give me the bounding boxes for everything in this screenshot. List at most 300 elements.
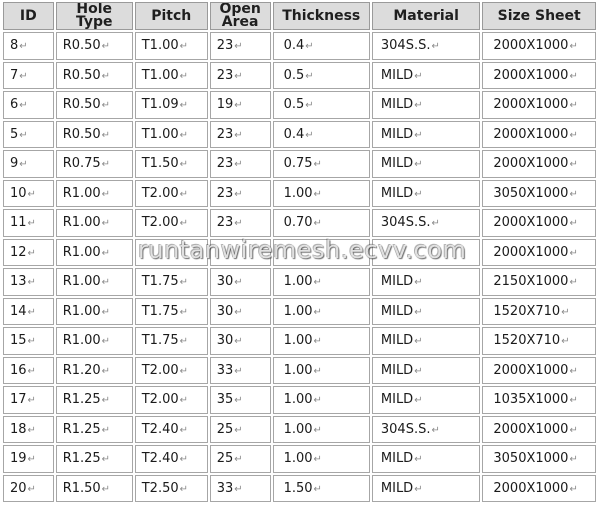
return-mark-icon: ↵ (27, 188, 36, 200)
table-row (3, 209, 596, 237)
cell-open-area (210, 298, 271, 326)
return-mark-icon: ↵ (305, 129, 314, 141)
return-mark-icon: ↵ (19, 100, 28, 112)
cell-hole-type (56, 475, 133, 503)
cell-pitch (135, 327, 208, 355)
cell-hole-type-value: R1.25 (62, 421, 101, 437)
cell-pitch-value: T1.09 (141, 97, 179, 113)
cell-size-sheet (482, 239, 596, 267)
cell-id-value: 14 (10, 303, 27, 319)
cell-pitch-value: T2.00 (141, 362, 179, 378)
table-row (3, 239, 596, 267)
cell-hole-type-value: R0.50 (62, 97, 101, 113)
cell-open-area-value: 30 (216, 274, 234, 290)
cell-thickness-value: 1.00 (283, 185, 313, 201)
cell-material-value: MILD (380, 303, 414, 319)
return-mark-icon: ↵ (414, 365, 423, 377)
cell-material-value: MILD (380, 451, 414, 467)
cell-hole-type-value: R1.25 (62, 451, 101, 467)
cell-size-sheet-value: 2150X1000 (493, 274, 569, 290)
return-mark-icon: ↵ (414, 188, 423, 200)
return-mark-icon: ↵ (101, 41, 111, 53)
return-mark-icon: ↵ (569, 70, 578, 82)
cell-pitch-value: T2.00 (141, 215, 179, 231)
cell-size-sheet (482, 298, 596, 326)
cell-hole-type-value: R0.75 (62, 156, 101, 172)
cell-hole-type (56, 298, 133, 326)
cell-hole-type-value: R1.50 (62, 480, 101, 496)
cell-thickness-value: 1.00 (283, 303, 313, 319)
return-mark-icon: ↵ (431, 424, 440, 436)
cell-size-sheet (482, 386, 596, 414)
cell-material-value: MILD (380, 333, 414, 349)
cell-pitch (135, 32, 208, 60)
return-mark-icon: ↵ (414, 70, 423, 82)
return-mark-icon: ↵ (569, 41, 578, 53)
cell-size-sheet-value: 1520X710 (493, 303, 561, 319)
cell-thickness-value: 1.00 (283, 451, 313, 467)
return-mark-icon: ↵ (569, 247, 578, 259)
cell-open-area-value: 23 (216, 156, 234, 172)
return-mark-icon: ↵ (27, 218, 36, 230)
cell-open-area-value: 23 (216, 38, 234, 54)
cell-pitch (135, 298, 208, 326)
cell-material-value: MILD (380, 392, 414, 408)
return-mark-icon: ↵ (179, 218, 189, 230)
cell-material-value: MILD (380, 156, 414, 172)
return-mark-icon: ↵ (414, 159, 423, 171)
cell-open-area-value: 30 (216, 303, 234, 319)
cell-size-sheet (482, 327, 596, 355)
return-mark-icon: ↵ (179, 365, 189, 377)
cell-size-sheet-value: 2000X1000 (493, 67, 569, 83)
cell-id (3, 475, 54, 503)
cell-material (372, 268, 480, 296)
table-row (3, 91, 596, 119)
cell-id-value: 5 (10, 126, 19, 142)
cell-hole-type (56, 327, 133, 355)
return-mark-icon: ↵ (313, 365, 322, 377)
cell-hole-type-value: R0.50 (62, 126, 101, 142)
cell-pitch (135, 91, 208, 119)
cell-pitch-value: T1.50 (141, 156, 179, 172)
cell-id (3, 298, 54, 326)
cell-thickness (273, 150, 370, 178)
cell-material-value: MILD (380, 274, 414, 290)
return-mark-icon: ↵ (313, 336, 322, 348)
cell-hole-type (56, 357, 133, 385)
header-material: Material (372, 2, 480, 30)
return-mark-icon: ↵ (234, 218, 243, 230)
header-hole-type (56, 2, 133, 30)
return-mark-icon: ↵ (569, 395, 578, 407)
cell-open-area-value: 25 (216, 421, 234, 437)
cell-pitch (135, 416, 208, 444)
return-mark-icon: ↵ (179, 129, 189, 141)
cell-thickness (273, 327, 370, 355)
cell-material-value: MILD (380, 67, 414, 83)
return-mark-icon: ↵ (101, 483, 111, 495)
cell-thickness-value: 0.70 (283, 215, 313, 231)
cell-hole-type (56, 121, 133, 149)
cell-thickness-value: 0.75 (283, 156, 313, 172)
table-row (3, 150, 596, 178)
cell-id (3, 445, 54, 473)
cell-open-area (210, 32, 271, 60)
cell-open-area (210, 416, 271, 444)
cell-size-sheet (482, 357, 596, 385)
cell-id (3, 180, 54, 208)
cell-id-value: 7 (10, 67, 19, 83)
cell-pitch (135, 180, 208, 208)
return-mark-icon: ↵ (414, 395, 423, 407)
cell-open-area-value: 23 (216, 215, 234, 231)
cell-hole-type (56, 209, 133, 237)
cell-size-sheet (482, 62, 596, 90)
cell-id-value: 16 (10, 362, 27, 378)
cell-size-sheet (482, 475, 596, 503)
cell-hole-type (56, 62, 133, 90)
return-mark-icon: ↵ (179, 277, 189, 289)
cell-id (3, 327, 54, 355)
return-mark-icon: ↵ (313, 424, 322, 436)
cell-material (372, 357, 480, 385)
cell-id-value: 6 (10, 97, 19, 113)
cell-open-area (210, 475, 271, 503)
cell-hole-type-value: R1.00 (62, 303, 101, 319)
cell-open-area (210, 445, 271, 473)
cell-thickness (273, 416, 370, 444)
header-hole-type-label: Hole Type (75, 2, 113, 30)
cell-open-area-value: 33 (216, 480, 234, 496)
return-mark-icon: ↵ (414, 336, 423, 348)
cell-pitch (135, 121, 208, 149)
cell-material-value: 304S.S. (380, 421, 431, 437)
cell-pitch-value: T1.75 (141, 333, 179, 349)
return-mark-icon: ↵ (569, 365, 578, 377)
return-mark-icon: ↵ (19, 70, 28, 82)
cell-material (372, 180, 480, 208)
table-row (3, 475, 596, 503)
return-mark-icon: ↵ (27, 424, 36, 436)
return-mark-icon: ↵ (101, 336, 111, 348)
return-mark-icon: ↵ (569, 483, 578, 495)
return-mark-icon: ↵ (101, 129, 111, 141)
return-mark-icon: ↵ (414, 306, 423, 318)
cell-pitch-value: T1.75 (141, 274, 179, 290)
return-mark-icon: ↵ (234, 365, 243, 377)
cell-thickness-value: 1.00 (283, 333, 313, 349)
cell-hole-type (56, 445, 133, 473)
cell-id-value: 17 (10, 392, 27, 408)
return-mark-icon: ↵ (234, 159, 243, 171)
cell-pitch (135, 150, 208, 178)
cell-size-sheet-value: 2000X1000 (493, 126, 569, 142)
table-row (3, 416, 596, 444)
cell-thickness-value: 1.00 (283, 421, 313, 437)
table-row (3, 327, 596, 355)
cell-material (372, 416, 480, 444)
header-thickness: Thickness (273, 2, 370, 30)
return-mark-icon: ↵ (313, 188, 322, 200)
return-mark-icon: ↵ (234, 277, 243, 289)
table-row (3, 62, 596, 90)
return-mark-icon: ↵ (101, 159, 111, 171)
return-mark-icon: ↵ (234, 424, 243, 436)
return-mark-icon: ↵ (414, 129, 423, 141)
cell-open-area (210, 239, 271, 267)
cell-material (372, 121, 480, 149)
cell-id-value: 20 (10, 480, 27, 496)
return-mark-icon: ↵ (101, 454, 111, 466)
return-mark-icon: ↵ (19, 129, 28, 141)
cell-id-value: 11 (10, 215, 27, 231)
table-row (3, 121, 596, 149)
header-pitch: Pitch (135, 2, 208, 30)
cell-open-area (210, 209, 271, 237)
cell-material (372, 209, 480, 237)
cell-material (372, 150, 480, 178)
cell-hole-type-value: R1.20 (62, 362, 101, 378)
cell-material (372, 239, 480, 267)
cell-thickness (273, 268, 370, 296)
cell-id-value: 19 (10, 451, 27, 467)
table-row (3, 357, 596, 385)
cell-thickness (273, 239, 370, 267)
cell-id (3, 62, 54, 90)
cell-thickness-value: 1.00 (283, 362, 313, 378)
return-mark-icon: ↵ (101, 395, 111, 407)
cell-hole-type (56, 180, 133, 208)
cell-thickness (273, 209, 370, 237)
return-mark-icon: ↵ (179, 395, 189, 407)
return-mark-icon: ↵ (569, 159, 578, 171)
cell-hole-type (56, 91, 133, 119)
cell-thickness (273, 298, 370, 326)
cell-id (3, 32, 54, 60)
cell-size-sheet-value: 2000X1000 (493, 480, 569, 496)
cell-open-area-value: 35 (216, 392, 234, 408)
cell-material-value: MILD (380, 185, 414, 201)
return-mark-icon: ↵ (27, 483, 36, 495)
table-header (3, 2, 596, 30)
table-row (3, 386, 596, 414)
return-mark-icon: ↵ (234, 454, 243, 466)
cell-hole-type-value: R1.00 (62, 215, 101, 231)
cell-id (3, 386, 54, 414)
cell-size-sheet (482, 91, 596, 119)
cell-size-sheet-value: 2000X1000 (493, 215, 569, 231)
cell-hole-type (56, 32, 133, 60)
cell-size-sheet-value: 2000X1000 (493, 244, 569, 260)
cell-size-sheet-value: 3050X1000 (493, 451, 569, 467)
cell-material (372, 327, 480, 355)
cell-id-value: 12 (10, 244, 27, 260)
header-id: ID (3, 2, 54, 30)
cell-material-value: MILD (380, 362, 414, 378)
cell-size-sheet (482, 32, 596, 60)
return-mark-icon: ↵ (313, 395, 322, 407)
table-row (3, 298, 596, 326)
cell-size-sheet (482, 416, 596, 444)
cell-open-area (210, 327, 271, 355)
cell-open-area-value: 33 (216, 362, 234, 378)
cell-size-sheet-value: 3050X1000 (493, 185, 569, 201)
cell-open-area (210, 180, 271, 208)
table-row (3, 445, 596, 473)
cell-pitch (135, 386, 208, 414)
return-mark-icon: ↵ (179, 159, 189, 171)
cell-material (372, 445, 480, 473)
return-mark-icon: ↵ (234, 129, 243, 141)
cell-id-value: 13 (10, 274, 27, 290)
return-mark-icon: ↵ (561, 306, 570, 318)
cell-material (372, 386, 480, 414)
cell-thickness (273, 121, 370, 149)
cell-hole-type-value: R1.25 (62, 392, 101, 408)
cell-pitch (135, 62, 208, 90)
cell-hole-type-value: R1.00 (62, 274, 101, 290)
cell-thickness-value: 0.4 (283, 38, 305, 54)
return-mark-icon: ↵ (101, 188, 111, 200)
return-mark-icon: ↵ (27, 336, 36, 348)
return-mark-icon: ↵ (101, 247, 111, 259)
return-mark-icon: ↵ (414, 483, 423, 495)
cell-open-area (210, 357, 271, 385)
return-mark-icon: ↵ (313, 218, 322, 230)
cell-material (372, 475, 480, 503)
cell-thickness-value: 1.50 (283, 480, 313, 496)
cell-open-area (210, 121, 271, 149)
return-mark-icon: ↵ (101, 277, 111, 289)
cell-id-value: 8 (10, 38, 19, 54)
return-mark-icon: ↵ (234, 41, 243, 53)
return-mark-icon: ↵ (313, 454, 322, 466)
return-mark-icon: ↵ (27, 454, 36, 466)
perforated-sheet-spec-table (1, 0, 598, 504)
table-row (3, 180, 596, 208)
cell-size-sheet (482, 180, 596, 208)
return-mark-icon: ↵ (101, 306, 111, 318)
cell-id-value: 9 (10, 156, 19, 172)
cell-hole-type-value: R0.50 (62, 38, 101, 54)
cell-size-sheet (482, 150, 596, 178)
cell-hole-type (56, 268, 133, 296)
cell-pitch-value: T1.00 (141, 38, 179, 54)
cell-material-value: MILD (380, 126, 414, 142)
cell-material-value: MILD (380, 480, 414, 496)
return-mark-icon: ↵ (19, 41, 28, 53)
return-mark-icon: ↵ (101, 424, 111, 436)
return-mark-icon: ↵ (179, 424, 189, 436)
return-mark-icon: ↵ (569, 454, 578, 466)
cell-pitch-value: T2.40 (141, 451, 179, 467)
cell-pitch-value: T1.00 (141, 126, 179, 142)
return-mark-icon: ↵ (313, 159, 322, 171)
table-row (3, 32, 596, 60)
cell-id-value: 10 (10, 185, 27, 201)
return-mark-icon: ↵ (569, 218, 578, 230)
return-mark-icon: ↵ (569, 100, 578, 112)
cell-hole-type-value: R0.50 (62, 67, 101, 83)
cell-thickness (273, 357, 370, 385)
return-mark-icon: ↵ (569, 188, 578, 200)
header-row (3, 2, 596, 30)
cell-id (3, 150, 54, 178)
cell-id (3, 268, 54, 296)
cell-open-area-value: 19 (216, 97, 234, 113)
return-mark-icon: ↵ (179, 336, 189, 348)
return-mark-icon: ↵ (414, 100, 423, 112)
cell-thickness-value: 0.5 (283, 97, 305, 113)
return-mark-icon: ↵ (234, 70, 243, 82)
cell-open-area (210, 268, 271, 296)
return-mark-icon: ↵ (431, 41, 440, 53)
cell-size-sheet-value: 2000X1000 (493, 362, 569, 378)
cell-thickness (273, 91, 370, 119)
cell-hole-type (56, 239, 133, 267)
cell-pitch-value: T2.00 (141, 185, 179, 201)
return-mark-icon: ↵ (569, 129, 578, 141)
return-mark-icon: ↵ (101, 365, 111, 377)
return-mark-icon: ↵ (27, 277, 36, 289)
cell-pitch (135, 445, 208, 473)
return-mark-icon: ↵ (27, 395, 36, 407)
table-body (3, 32, 596, 502)
return-mark-icon: ↵ (414, 277, 423, 289)
return-mark-icon: ↵ (234, 483, 243, 495)
cell-material (372, 91, 480, 119)
cell-open-area-value: 23 (216, 126, 234, 142)
cell-pitch-value: T2.00 (141, 392, 179, 408)
return-mark-icon: ↵ (305, 70, 314, 82)
return-mark-icon: ↵ (305, 41, 314, 53)
return-mark-icon: ↵ (179, 188, 189, 200)
cell-pitch-value: T1.75 (141, 303, 179, 319)
cell-thickness (273, 32, 370, 60)
return-mark-icon: ↵ (234, 306, 243, 318)
cell-thickness (273, 62, 370, 90)
cell-open-area (210, 62, 271, 90)
return-mark-icon: ↵ (234, 336, 243, 348)
cell-id (3, 91, 54, 119)
cell-id (3, 239, 54, 267)
return-mark-icon: ↵ (101, 70, 111, 82)
cell-hole-type (56, 386, 133, 414)
cell-hole-type-value: R1.00 (62, 333, 101, 349)
table-row (3, 268, 596, 296)
return-mark-icon: ↵ (234, 100, 243, 112)
cell-pitch-value: T2.50 (141, 480, 179, 496)
cell-size-sheet (482, 268, 596, 296)
return-mark-icon: ↵ (179, 306, 189, 318)
cell-hole-type-value: R1.00 (62, 244, 101, 260)
cell-id-value: 15 (10, 333, 27, 349)
cell-id (3, 416, 54, 444)
return-mark-icon: ↵ (101, 100, 111, 112)
cell-material-value: 304S.S. (380, 38, 431, 54)
return-mark-icon: ↵ (569, 424, 578, 436)
cell-hole-type-value: R1.00 (62, 185, 101, 201)
header-open-area-label: Open Area (219, 2, 261, 30)
header-size-sheet: Size Sheet (482, 2, 596, 30)
return-mark-icon: ↵ (179, 41, 189, 53)
return-mark-icon: ↵ (234, 188, 243, 200)
return-mark-icon: ↵ (561, 336, 570, 348)
cell-size-sheet-value: 2000X1000 (493, 97, 569, 113)
cell-id (3, 357, 54, 385)
cell-id (3, 209, 54, 237)
